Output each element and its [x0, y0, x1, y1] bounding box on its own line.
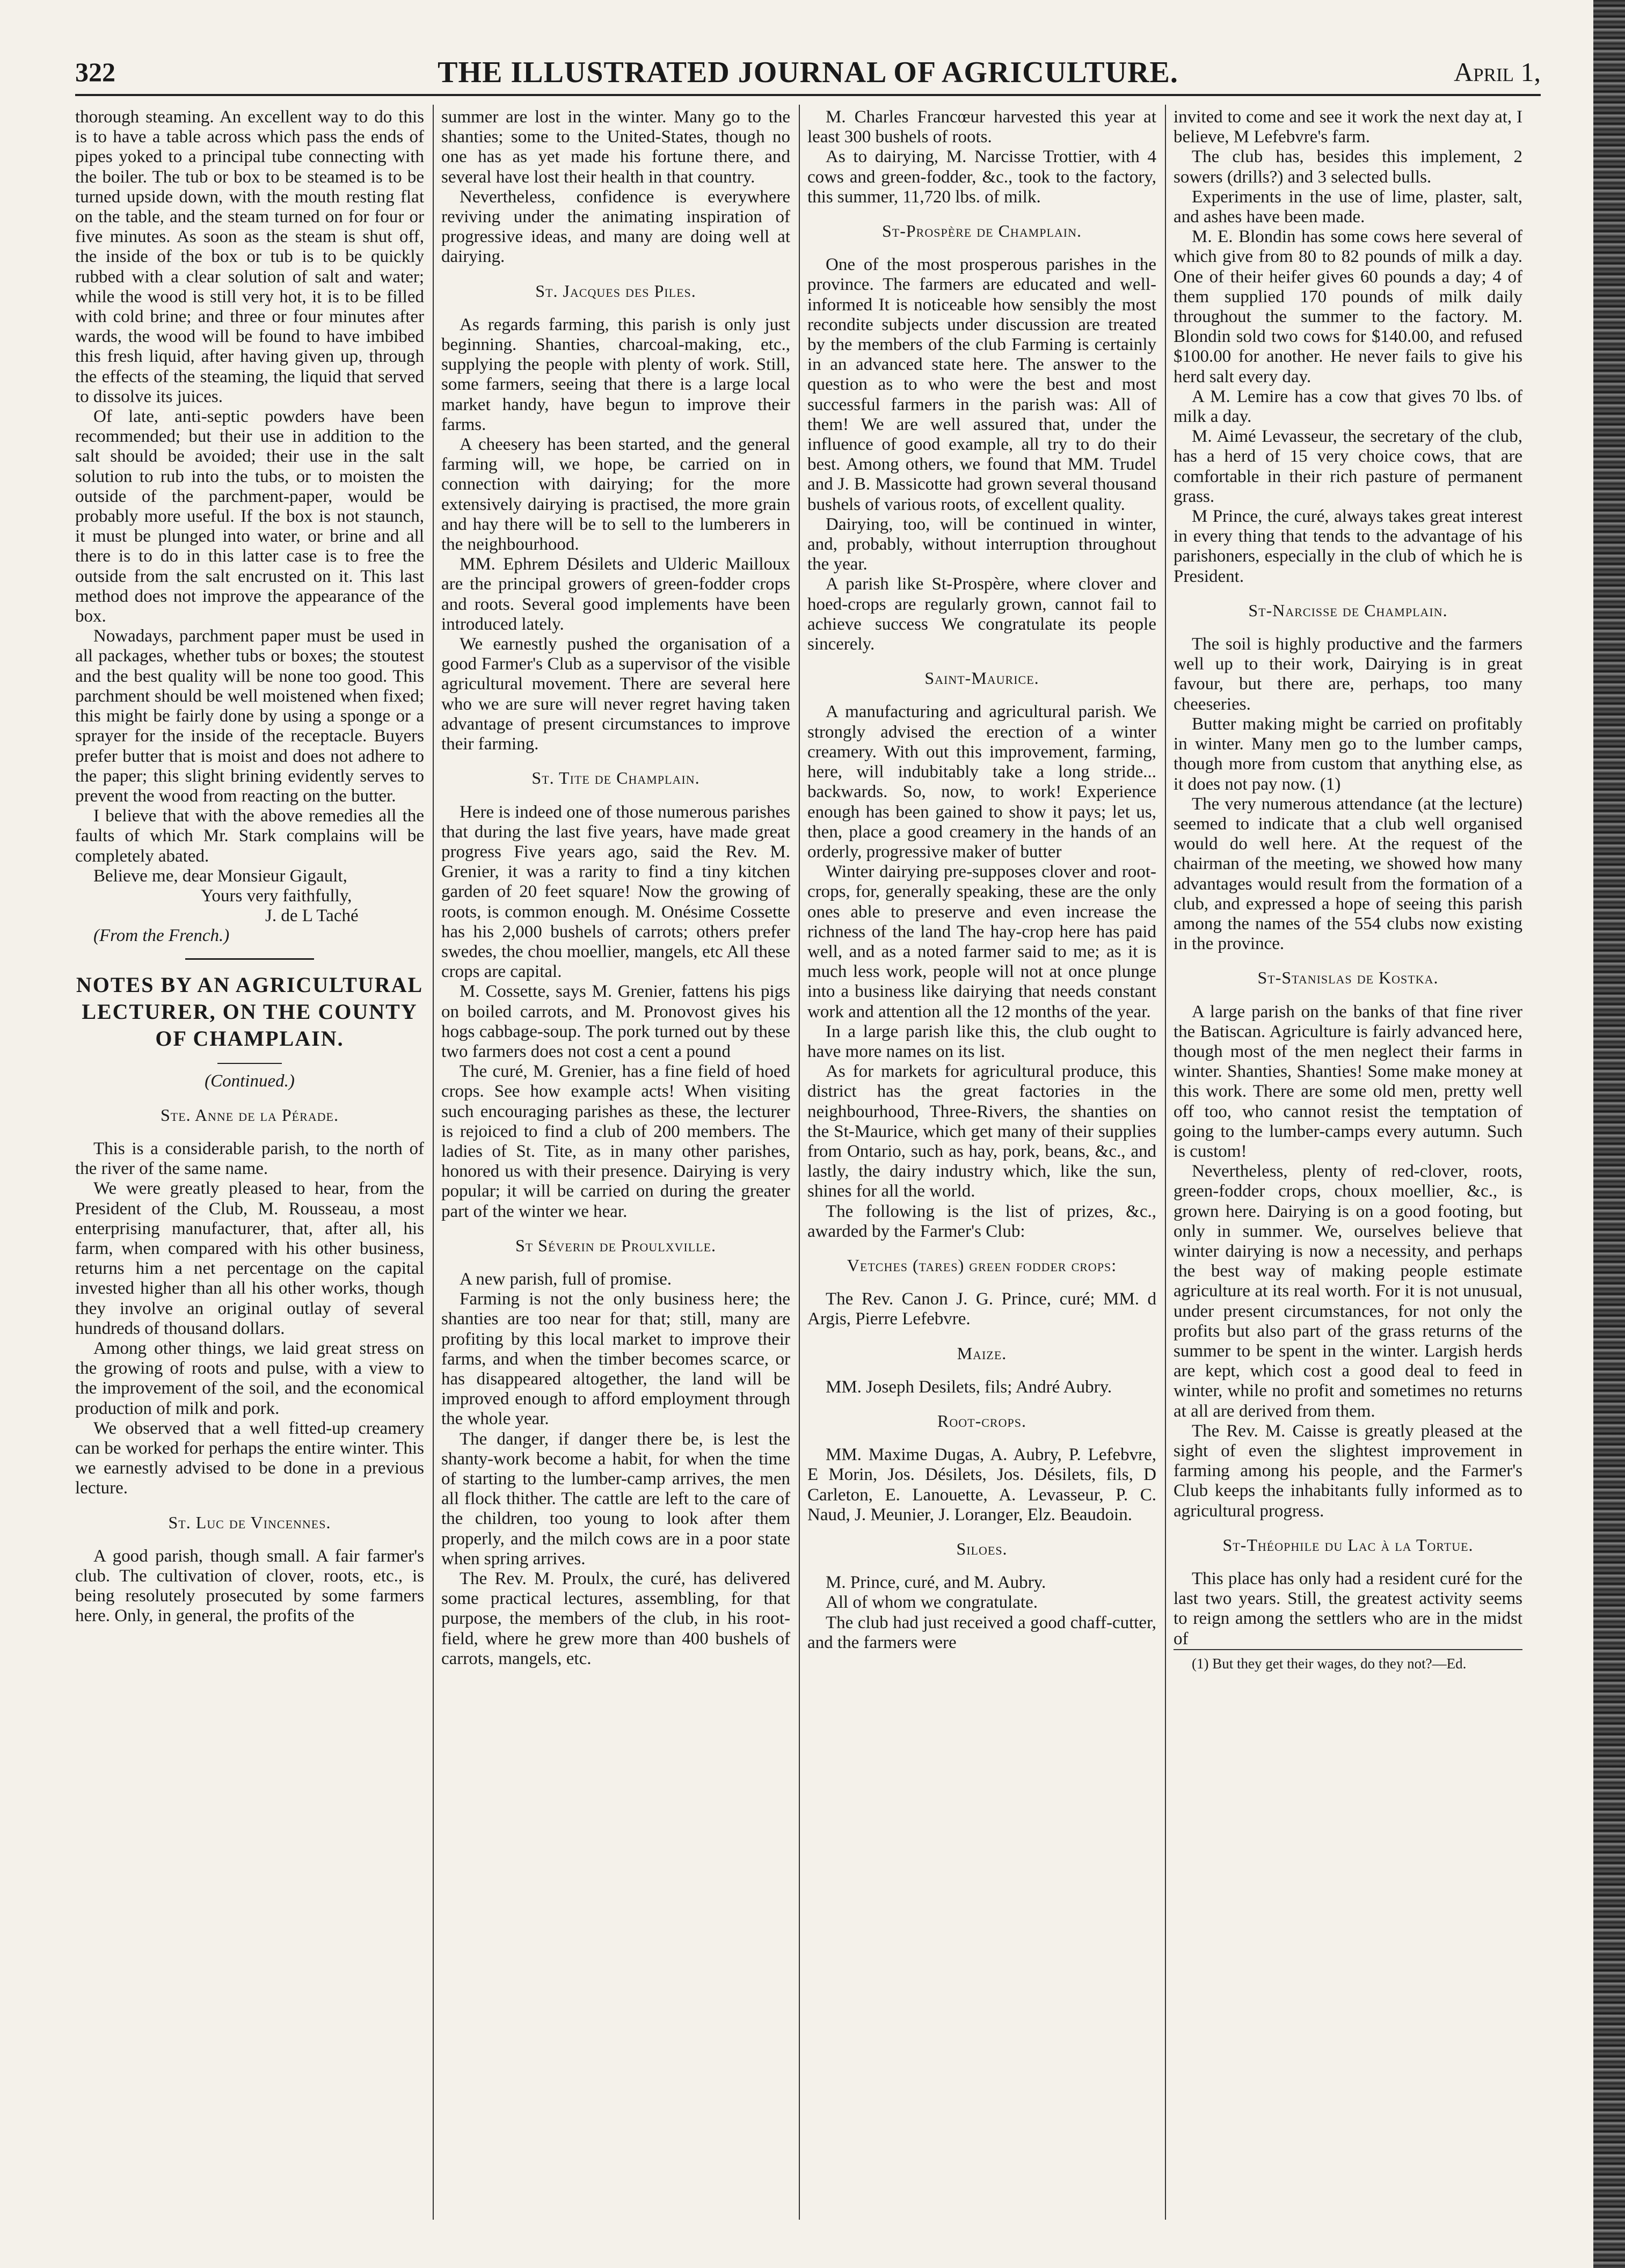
column-2 — [441, 107, 790, 2217]
section-heading: Ste. Anne de la Pérade. — [160, 1105, 339, 1125]
paragraph: As regards farming, this parish is only just beginning. Shanties, charcoal-making, etc., supplying the people with plenty of work. Still, some farmers, seeing that there is a large local market handy, have begun to improve their farms. — [441, 315, 790, 434]
paragraph: M. Aimé Levasseur, the secretary of the club, has a herd of 15 very choice cows, that are comfortable in their rich pasture of permanent grass. — [1174, 427, 1522, 506]
paragraph: Here is indeed one of those numerous parishes that during the last five years, have made great progress Five years ago, said the Rev. M. Grenier, it was a rarity to find a tiny kitchen garden of 20 feet square! Now the growing of roots, is common enough. M. Onésime Cossette has his 2,000 bushels of carrots; others prefer swedes, the chou moellier, mangels, etc All these crops are capital. — [441, 802, 790, 982]
article-title: NOTES BY AN AGRICULTURAL LECTURER, ON THE COUNTY OF CHAMPLAIN. — [76, 972, 424, 1051]
paragraph: A large parish on the banks of that fine river the Batiscan. Agriculture is fairly advanced here, though most of the men neglect their farms in winter. Shanties, Shanties! Some make money at this work. There are some old men, pretty well off too, who cannot resist the temptation of going to the lumber-camps every autumn. Such is custom! — [1174, 1002, 1522, 1161]
paragraph: We observed that a well fitted-up creamery can be worked for perhaps the entire winter. This we earnestly advised to be done in a previous lecture. — [75, 1418, 424, 1498]
page-number: 322 — [75, 57, 115, 87]
paragraph: Winter dairying pre-supposes clover and root-crops, for, generally speaking, these are the only ones able to preserve and even increase the richness of the land The hay-crop here has paid well, and as a noted farmer said to me; as it is much less work, people will not at once plunge into a business like dairying that needs constant work and attention all the 12 months of the year. — [807, 862, 1156, 1022]
section-heading: Siloes. — [956, 1539, 1008, 1558]
header-rule — [75, 94, 1541, 96]
paragraph: The club has, besides this implement, 2 sowers (drills?) and 3 selected bulls. — [1174, 147, 1522, 187]
section-heading: St Séverin de Proulxville. — [515, 1235, 717, 1255]
continued-note: (Continued.) — [205, 1071, 295, 1091]
paragraph: Nevertheless, confidence is everywhere reviving under the animating inspiration of progressive ideas, and many are doing well at dairying. — [441, 187, 790, 267]
paragraph: M Prince, the curé, always takes great interest in every thing that tends to the advantage of his parishoners, especially in the club of which he is President. — [1174, 507, 1522, 586]
section-heading: Vetches (tares) green fodder crops: — [847, 1255, 1117, 1275]
paragraph: A new parish, full of promise. — [460, 1269, 672, 1289]
paragraph: Dairying, too, will be continued in winter, and, probably, without interruption throughout the year. — [807, 514, 1156, 574]
paragraph: MM. Maxime Dugas, A. Aubry, P. Lefebvre, E Morin, Jos. Désilets, Jos. Désilets, fils, D Carleton, E. Lanouette, A. Levasseur, P. C. Naud, J. Meunier, J. Loranger, Elz. Beaudoin. — [807, 1445, 1156, 1525]
column-1 — [75, 107, 424, 2217]
paragraph: As to dairying, M. Narcisse Trottier, with 4 cows and green-fodder, &c., took to the factory, this summer, 11,720 lbs. of milk. — [807, 147, 1156, 207]
paragraph: The Rev. Canon J. G. Prince, curé; MM. d Argis, Pierre Lefebvre. — [807, 1289, 1156, 1329]
paragraph: The following is the list of prizes, &c., awarded by the Farmer's Club: — [807, 1201, 1156, 1241]
section-heading: St-Théophile du Lac à la Tortue. — [1222, 1535, 1474, 1555]
page-edge-border — [1593, 0, 1625, 2268]
section-heading: Maize. — [957, 1343, 1007, 1363]
section-heading: St. Jacques des Piles. — [535, 281, 696, 301]
section-heading: St. Tite de Champlain. — [531, 768, 700, 788]
paragraph: M. Prince, curé, and M. Aubry. — [826, 1573, 1046, 1593]
section-heading: St-Stanislas de Kostka. — [1257, 968, 1439, 988]
paragraph: The Rev. M. Caisse is greatly pleased at the sight of even the slightest improvement in farming among his people, and the Farmer's Club keeps the inhabitants fully informed as to agricultural progress. — [1174, 1421, 1522, 1521]
paragraph: The soil is highly productive and the farmers well up to their work, Dairying is in great favour, but there are, perhaps, too many cheeseries. — [1174, 635, 1522, 714]
paragraph: The very numerous attendance (at the lecture) seemed to indicate that a club well organised would do well here. At the request of the chairman of the meeting, we showed how many advantages would result from the formation of a club, and expressed a hope of seeing this parish among the names of the 554 clubs now existing in the province. — [1174, 794, 1522, 954]
paragraph: The club had just received a good chaff-cutter, and the farmers were — [807, 1613, 1156, 1652]
paragraph: One of the most prosperous parishes in the province. The farmers are educated and well-informed It is noticeable how sensibly the most recondite subjects under discussion are treated by the members of the club Farming is certainly in an advanced state here. The answer to the question as to who were the best and most successful farmers in the parish was: All of them! We are well assured that, under the influence of good example, all try to do their best. Among others, we found that MM. Trudel and J. B. Massicotte had grown several thousand bushels of various roots, of excellent quality. — [807, 255, 1156, 514]
section-heading: St. Luc de Vincennes. — [168, 1512, 331, 1532]
paragraph: As for markets for agricultural produce, this district has the great factories in the neighbourhood, Three-Rivers, the shanties on the St-Maurice, which get many of their supplies from Ontario, such as hay, pork, beans, &c., and lastly, the dairy industry which, like the sun, shines for all the world. — [807, 1062, 1156, 1201]
section-heading: Saint-Maurice. — [924, 668, 1039, 688]
paragraph: A manufacturing and agricultural parish. We strongly advised the erection of a winter creamery. With out this improvement, farming, here, will indubitably take a long stride... backwards. So, now, to work! Experience enough has been gained to show it pays; let us, then, place a good creamery in the hands of an orderly, progressive maker of butter — [807, 702, 1156, 862]
paragraph: Believe me, dear Monsieur Gigault, — [93, 866, 347, 886]
paragraph: Of late, anti-septic powders have been recommended; but their use in addition to the salt should be avoided; their use in the salt solution to rub into the tubs, or to moisten the outside of the parchment-paper, would be probably more useful. If the box is not staunch, it must be plunged into water, or brine and all there is to do in this latter case is to free the outside from the salt encrusted on it. This last method does not improve the appearance of the box. — [75, 407, 424, 626]
page-header — [75, 51, 1541, 94]
paragraph: M. Charles Francœur harvested this year at least 300 bushels of roots. — [807, 107, 1156, 147]
paragraph: thorough steaming. An excellent way to do this is to have a table across which pass the ends of pipes yoked to a principal tube connecting with the boiler. The tub or box to be steamed is to be turned upside down, with the mouth resting flat on the table, and the steam turned on for four or five minutes. As soon as the steam is shut off, the inside of the box or tub is to be quickly rubbed with a clear solution of salt and water; while the wood is still very hot, it is to be filled with cold brine; and three or four minutes after wards, the wood will be found to have imbibed this fresh liquid, after having given up, through the effects of the steaming, the liquid that served to dissolve its juices. — [75, 107, 424, 406]
paragraph: Nowadays, parchment paper must be used in all packages, whether tubs or boxes; the stoutest and the best quality will be none too good. This parchment should be well moistened when fixed; this might be fairly done by using a sponge or a sprayer for the inside of the receptacle. Buyers prefer butter that is moist and does not adhere to the paper; this slight brining evidently serves to prevent the wood from reacting on the butter. — [75, 626, 424, 806]
signature-name: J. de L Taché — [265, 906, 359, 926]
paragraph: Farming is not the only business here; the shanties are too near for that; still, many are profiting by this local market to improve their farms, and when the timber becomes scarce, or has disappeared altogether, the land will be improved enough to afford employment through the whole year. — [441, 1289, 790, 1429]
paragraph: The Rev. M. Proulx, the curé, has delivered some practical lectures, assembling, for that purpose, the members of the club, in his root-field, where he grew more than 400 bushels of carrots, mangels, etc. — [441, 1569, 790, 1668]
paragraph: We earnestly pushed the organisation of a good Farmer's Club as a supervisor of the visible agricultural movement. There are several here who we are sure will never regret having taken advantage of present circumstances to improve their farming. — [441, 635, 790, 754]
source-note: (From the French.) — [93, 926, 230, 946]
section-heading: St-Narcisse de Champlain. — [1248, 600, 1448, 620]
paragraph: This place has only had a resident curé for the last two years. Still, the greatest activity seems to reign among the settlers who are in the midst of — [1174, 1569, 1522, 1649]
paragraph: Among other things, we laid great stress on the growing of roots and pulse, with a view to the improvement of the soil, and the economical production of milk and pork. — [75, 1338, 424, 1418]
paragraph: A cheesery has been started, and the general farming will, we hope, be carried on in connection with dairying; for the more extensively dairying is practised, the more grain and hay there will be to sell to the lumberers in the neighbourhood. — [441, 435, 790, 555]
paragraph: summer are lost in the winter. Many go to the shanties; some to the United-States, though no one has as yet made his fortune there, and several have lost their health in that country. — [441, 107, 790, 187]
paragraph: Experiments in the use of lime, plaster, salt, and ashes have been made. — [1174, 187, 1522, 227]
paragraph: MM. Joseph Desilets, fils; André Aubry. — [826, 1377, 1112, 1397]
footnote: (1) But they get their wages, do they not?—Ed. — [1174, 1649, 1522, 1672]
paragraph: M. Cossette, says M. Grenier, fattens his pigs on boiled carrots, and M. Pronovost gives his hogs cabbage-soup. The pork turned out by these two farmers does not cost a cent a pound — [441, 982, 790, 1061]
section-heading: Root-crops. — [937, 1411, 1026, 1431]
column-3 — [807, 107, 1156, 2217]
short-rule — [217, 1063, 282, 1064]
paragraph: The curé, M. Grenier, has a fine field of hoed crops. See how example acts! When visiting such encouraging parishes as these, the lecturer is rejoiced to find a club of 200 members. The ladies of St. Tite, as in many other parishes, honored us with their presence. Dairying is very popular; it will be carried on during the greater part of the winter we hear. — [441, 1062, 790, 1221]
paragraph: I believe that with the above remedies all the faults of which Mr. Stark complains will be completely abated. — [75, 806, 424, 866]
column-rule — [1165, 105, 1166, 2220]
paragraph: A M. Lemire has a cow that gives 70 lbs. of milk a day. — [1174, 386, 1522, 427]
paragraph: In a large parish like this, the club ought to have more names on its list. — [807, 1022, 1156, 1061]
column-rule — [433, 105, 434, 2220]
paragraph: Nevertheless, plenty of red-clover, roots, green-fodder crops, choux moellier, &c., is grown here. Dairying is on a good footing, but only in summer. We, ourselves believe that winter dairying is now a necessity, and perhaps the best way of making people estimate agriculture at its real worth. For it is not unusual, under present circumstances, for not only the profits but also part of the grass returns of the summer to be spent in the winter. Largish herds are kept, which cost a good deal to feed in winter, while no profit and sometimes no returns at all are derived from them. — [1174, 1162, 1522, 1421]
paragraph: A good parish, though small. A fair farmer's club. The cultivation of clover, roots, etc., is being resolutely prosecuted by some farmers here. Only, in general, the profits of the — [75, 1546, 424, 1626]
ornament-rule — [185, 958, 314, 960]
paragraph: The danger, if danger there be, is lest the shanty-work become a habit, for when the time of starting to the lumber-camp arrives, the men all flock thither. The cattle are left to the care of the children, too young to look after them properly, and the milch cows are in a poor state when spring arrives. — [441, 1429, 790, 1569]
paragraph: All of whom we congratulate. — [826, 1593, 1038, 1613]
section-heading: St-Prospère de Champlain. — [881, 221, 1082, 241]
journal-title: THE ILLUSTRATED JOURNAL OF AGRICULTURE. — [438, 56, 1178, 89]
paragraph: A parish like St-Prospère, where clover and hoed-crops are regularly grown, cannot fail to achieve success We congratulate its people sincerely. — [807, 574, 1156, 654]
paragraph: MM. Ephrem Désilets and Ulderic Mailloux are the principal growers of green-fodder crops and roots. Several good implements have been introduced lately. — [441, 555, 790, 634]
issue-date: April 1, — [1454, 57, 1541, 87]
paragraph: This is a considerable parish, to the north of the river of the same name. — [75, 1139, 424, 1179]
column-4 — [1174, 107, 1522, 2217]
paragraph: Butter making might be carried on profitably in winter. Many men go to the lumber camps, though more from custom that anything else, as it does not pay now. (1) — [1174, 714, 1522, 794]
signature-line: Yours very faithfully, — [201, 886, 352, 906]
column-rule — [799, 105, 800, 2220]
paragraph: M. E. Blondin has some cows here several of which give from 80 to 82 pounds of milk a day. One of their heifer gives 60 pounds a day; 4 of them supplied 170 pounds of milk daily throughout the summer to the factory. M. Blondin sold two cows for $140.00, and refused $100.00 for another. He never fails to give his herd salt every day. — [1174, 227, 1522, 386]
paragraph: invited to come and see it work the next day at, I believe, M Lefebvre's farm. — [1174, 107, 1522, 147]
paragraph: We were greatly pleased to hear, from the President of the Club, M. Rousseau, a most enterprising manufacturer, that, after all, his farm, when compared with his other business, returns him a net percentage on the capital invested higher than all his other works, though they involve an original outlay of several hundreds of thousand dollars. — [75, 1179, 424, 1338]
